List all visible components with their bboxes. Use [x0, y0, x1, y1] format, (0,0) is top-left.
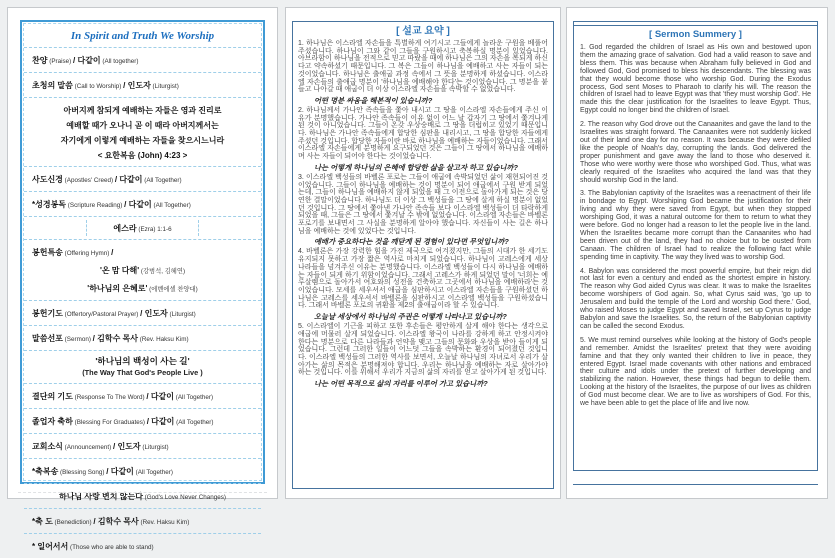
worship-row: *축 도 (Benediction) / 김학수 목사 (Rev. Haksu Kim): [24, 509, 261, 534]
worship-row: 교회소식 (Announcement) / 인도자 (Liturgist): [24, 434, 261, 459]
worship-row: * 일어서서 (Those who are able to stand): [32, 542, 154, 551]
page-margin-line: [18, 492, 267, 493]
worship-order-box: [20, 20, 265, 551]
sermon-en-paragraph: 4. Babylon was considered the most powerful empire, but their reign did not last for even a century and ended as the shortest empire in history. The reason why God aided Cyrus was clear. It was to make the Israelites become worshipers of God again. So, what Cyrus said was, 'go up to Jerusalem and build the temple of the Lord and worship God there.' God, who raised Moses to judge Egypt and saved Israel, set up Cyrus to judge Babylon and save the Israelites. So, the return of the Babylonian captivity can be called the second Exodus.: [580, 267, 811, 330]
worship-row: [24, 217, 261, 240]
sermon-title-line: (The Way That God's People Live ): [82, 368, 203, 377]
song-title: '온 맘 다해' (강범석, 김혜연): [99, 266, 186, 275]
worship-row: [24, 484, 261, 509]
worship-row: 봉헌기도 (Offertory/Pastoral Prayer) / 인도자 (Liturgist): [24, 301, 261, 326]
sermon-kr-paragraph: 2. 하나님께서 가나안 족속들을 쫓아 내시고 그 땅을 이스라엘 자손들에게 주신 이유가 분명했습니다. 가나안 족속들이 이유 없이 어느 날 갑자기 그 땅에서 쫓겨나게 된 것이 아니었습니다. 그들이 온갖 우상숭배로 그 땅을 더럽히고 있었기 때문입니다. 하나님은 가나안 족속들에게 합당한 심판을 내리시고, 그 땅을 합당한 자들에게 주셨던 것입니다. 합당한 자들이란 바로 하나님을 예배하는 자들이었습니다. 그래서 이스라엘 자손들에게 분명하게 요구되었던 것은 그들이 그 땅에서 하나님을 예배하며 사는 자들이 되어야 한다는 것이었습니다.: [298, 106, 548, 161]
reflection-question: 예배가 중요하다는 것을 깨닫게 된 경험이 있다면 무엇입니까?: [314, 237, 509, 247]
inner-border-line: [574, 25, 817, 26]
sermon-kr-paragraph: 1. 하나님은 이스라엘 자손들을 특별하게 여기시고 그들에게 놀라운 구원을 베풀어 주셨습니다. 하나님이 그와 같이 그들을 구원하시고 축복하실 명분이 있었습니다. 아브라함이 하나님을 전적으로 믿고 따랐을 때에 하나님은 그의 자손을 복되게 하신다고 약속하셨기 때문입니다. 그 복은 그들이 하나님을 예배하고 사는 자들이 되는 것이었습니다. 하나님은 출애굽 과정 속에서 그 뜻을 분명하게 하셨습니다. 이스라엘 자손들의 출애굽 명분이 '하나님을 예배해야 한다'는 것이었습니다. 그 명분을 붙들고 나아갈 때 애굽이 더 이상 이스라엘 자손들을 속박할 수 없었습니다.: [298, 40, 548, 94]
sermon-title-line: '하나님의 백성이 사는 길': [95, 356, 190, 366]
sermon-en-paragraph: 1. God regarded the children of Israel as His own and bestowed upon them the amazing grace of salvation. God had a valid reason to save and bless them. This was because when Abraham fully believed in God and followed God, God promised to bless his descendants. The blessing was that they would become those who worship God. During the Exodus process, God sent Moses to Pharaoh to clarify his will. The reason the children of Israel had to leave Egypt was that 'they must worship God'. He made this the clear justification for the Israelites to leave Egypt. Thus, Egypt could no longer bind the children of Israel.: [580, 44, 811, 115]
worship-row: *성경봉독 (Scripture Reading) / 다같이 (All Together): [24, 192, 261, 217]
page-worship-order: [7, 7, 278, 551]
worship-row: 결단의 기도 (Response To The Word) / 다같이 (All Together): [24, 384, 261, 409]
worship-title: In Spirit and Truth We Worship: [24, 24, 261, 48]
quote-line: 아버지께 참되게 예배하는 자들은 영과 진리로: [63, 106, 222, 115]
sermon-en-paragraph: 5. We must remind ourselves while looking at the history of God's people and remember. Amidst the Israelites' pretext that they were avoiding famine and that they only wanted their children to live in peace, they entered Egypt. Israel made covenants with other nations and embraced their culture and idols under the pretext of further developing and stabilizing the nation. However, these things had begun to defile them. Looking at the history of the Israelites, the purpose of our lives as children of God must become clear. We are to live as worshipers of God. For this, we have been able to get the place of life and live now.: [580, 336, 811, 408]
worship-row: 찬양 (Praise) / 다같이 (All together): [24, 48, 261, 73]
sermon-summary-en-box: [573, 21, 818, 471]
worship-row: [24, 351, 261, 384]
worship-row: 졸업자 축하 (Blessing For Graduates) / 다같이 (All Together): [24, 409, 261, 434]
sermon-summary-kr-box: [292, 21, 554, 489]
worship-row: *축복송 (Blessing Song) / 다같이 (All Together): [24, 459, 261, 484]
reflection-question: 나는 어떤 목적으로 삶의 자리를 이루어 가고 있습니까?: [314, 379, 488, 389]
sermon-summary-kr-sections: [298, 40, 548, 388]
sermon-kr-paragraph: 3. 이스라엘 백성들의 바벨론 포로는 그들이 애굽에 속박되었던 삶이 재현되어진 것이었습니다. 그들이 하나님을 예배하는 것이 명분이 되어 애굽에서 구원 받게 되었는데, 그들이 하나님을 예배하지 않게 되었을 때 그 이전으로 돌아가게 되는 것은 당연한 결말이었습니다. 하나님도 더 이상 그 백성들을 그 땅에 살게 하실 명분이 없었던 것입니다. 그 땅에서 쫓아낸 가나안 족속들 보다 이스라엘 백성들이 더 타락하게 되었을 때, 그들은 그 땅에서 쫓겨날 수 밖에 없었습니다. 이스라엘 자손들은 바벨론 포로기를 보내면서 그 사실을 분명하게 알아야 했습니다. 자신들이 사는 길은 하나님을 예배하는 것에 있었다는 것입니다.: [298, 173, 548, 235]
sermon-en-paragraph: 3. The Babylonian captivity of the Israelites was a reenactment of their life in bondage to Egypt. Worshiping God became the justification for their living and why they were saved from Egypt, but when they stopped worshiping God, it was a natural outcome for them to return to what they were before. God no longer had a reason to let the people live in the land. When the Israelites became more corrupt than the Canaanites who had been driven out of the land, they had no choice but to be ousted from Canaan. The children of Israel had to realize the following fact while spending time in captivity. The way they lived was to worship God.: [580, 190, 811, 261]
sermon-en-paragraph: 2. The reason why God drove out the Canaanites and gave the land to the Israelites was straight forward. The Canaanites were not suddenly kicked out of their land one day for no reason. It was because they were defiled like the people of Noah's day, corrupting the lands. God delivered the proper punishment and gave away the land to those who deserved it. Those who were worthy were those who worshiped God. Thus, what was clearly required of the Israelites who acquired the land was that they should worship God in the land.: [580, 121, 811, 184]
worship-row: 말씀선포 (Sermon) / 김학수 목사 (Rev. Haksu Kim): [24, 326, 261, 351]
page-sermon-summary-en: [566, 7, 828, 499]
quote-line: < 요한복음 (John) 4:23 >: [97, 151, 188, 160]
page-sermon-summary-kr: [285, 7, 561, 499]
sermon-summary-en-title: [ Sermon Summery ]: [649, 29, 742, 40]
reflection-question: 오늘날 세상에서 하나님의 주권은 어떻게 나타나고 있습니까?: [314, 312, 507, 322]
quote-line: 예배할 때가 오나니 곧 이 때라 아버지께서는: [66, 121, 219, 130]
worship-row: 봉헌특송 (Offering Hymn) / '온 맘 다해' (강범석, 김혜연) '하나님의 은혜로' (에벤에셀 찬양대): [24, 240, 261, 301]
scripture-reference: 에스라 (Ezra) 1:1-6: [86, 220, 198, 236]
worship-row: [24, 98, 261, 167]
sermon-kr-paragraph: 4. 바벨론은 가장 강력한 힘을 가진 제국으로 여겨졌지만, 그들의 시대가 한 세기도 유지되지 못하고 가장 짧은 역사로 마치게 되었습니다. 하나님이 고레스에게 세상 나라들을 넘겨주신 이유는 분명했습니다. 이스라엘 백성들이 다시 하나님을 예배하는 자들이 되게 하기 위함이었습니다. 그래서 고레스가 하게 되었던 말이 '너희는 예루살렘으로 돌아가서 여호와의 성전을 건축하고 그곳에서 하나님을 예배하라'는 것이었습니다. 모세를 세우셔서 애굽을 심판하시고 이스라엘 자손들을 구원하셨던 하나님은 고레스를 세우셔서 바벨론을 심판하시고 이스라엘 백성들을 구원하셨습니다. 그래서 바벨론 포로의 귀환을 제2의 출애굽이라 할 수 있습니다.: [298, 248, 548, 310]
reflection-question: 어떤 명분 싸움을 해본적이 있습니까?: [314, 95, 433, 105]
worship-rows: [24, 48, 261, 558]
worship-row: 사도신경 (Apostles' Creed) / 다같이 (All Together): [24, 167, 261, 192]
worship-order-table: [23, 23, 262, 551]
sermon-summary-kr-title: [ 설교 요약 ]: [396, 26, 450, 37]
reflection-question: 나는 어떻게 하나님의 은혜에 합당한 삶을 살고자 하고 있습니까?: [314, 162, 518, 172]
inner-border-line: [573, 484, 818, 485]
quote-line: 자기에게 이렇게 예배하는 자들을 찾으시느니라: [60, 136, 225, 145]
song-title: '하나님의 은혜로' (에벤에셀 찬양대): [87, 284, 198, 293]
sermon-kr-paragraph: 5. 이스라엘이 기근을 피하고 또한 후손들은 평안하게 살게 해야 한다는 생각으로 애굽에 머물러 살게 되었습니다. 이스라엘 왕국이 나라를 강하게 하고 안정시켜야 한다는 명분으로 다른 나라들과 언약을 맺고 그들의 문화와 우상을 받아 들이게 되었습니다. 그런데 그러한 일들이 어느덧 그들을 속박하는 환경이 되어졌던 것입니다. 이스라엘 백성들의 그러한 역사를 보면서, 오늘날 하나님의 자녀로서 우리가 살아가는 삶의 목적은 분명해져야 합니다. 우리는 하나님을 예배하는 자로 살아가야 하는 것입니다. 이를 위해서 우리가 지금의 삶의 자리를 얻고 살아가게 된 것입니다.: [298, 323, 548, 377]
song-title: 하나님 사랑 변치 않는다 (God's Love Never Changes): [58, 492, 227, 501]
worship-row: 초청의 말씀 (Call to Worship) / 인도자 (Liturgist): [24, 73, 261, 98]
sermon-summary-en-paragraphs: [580, 44, 811, 408]
